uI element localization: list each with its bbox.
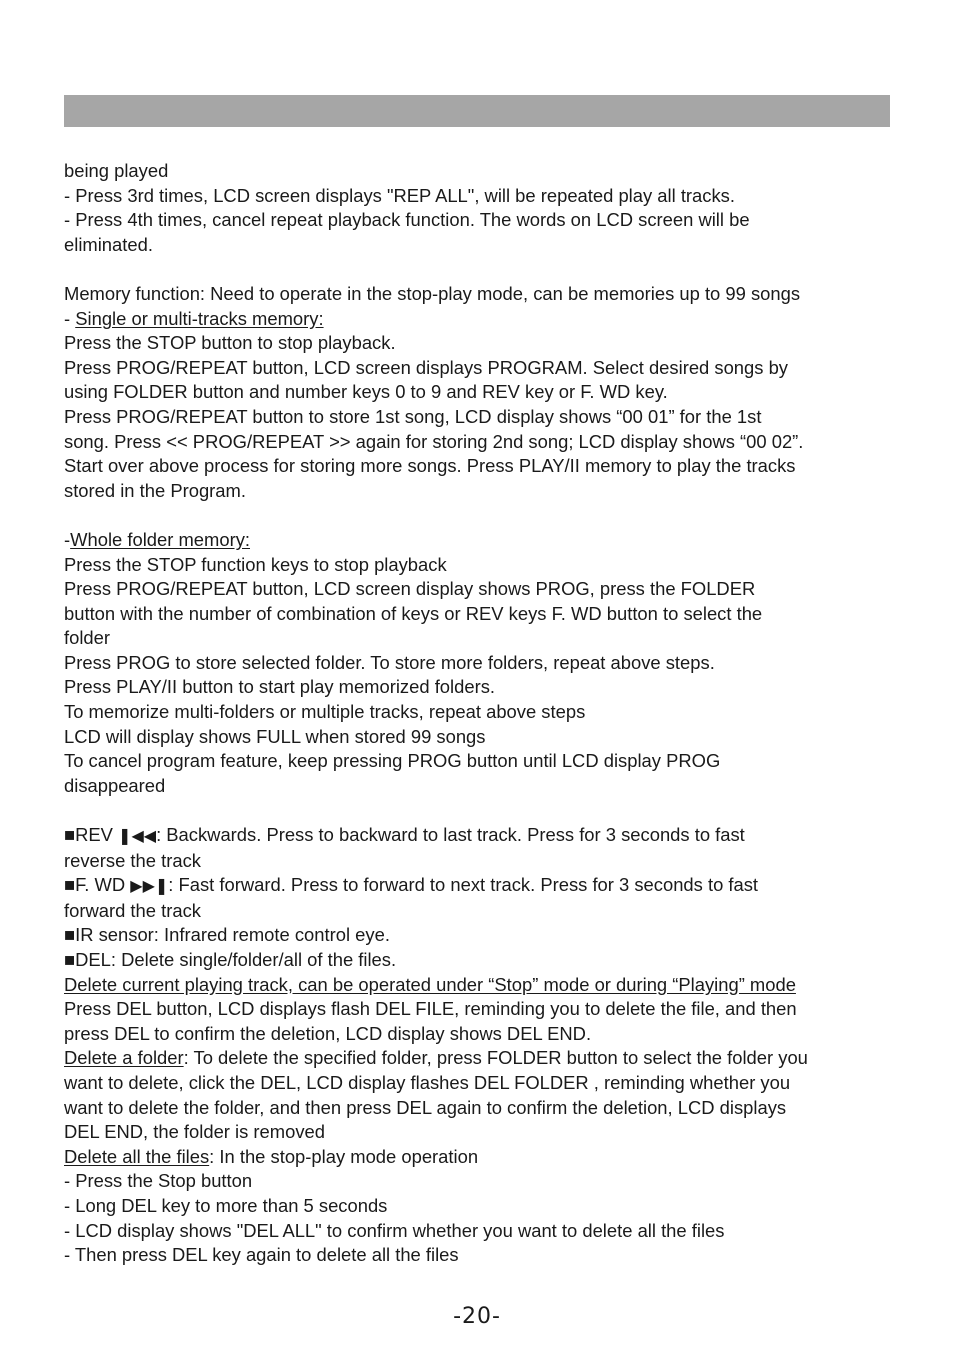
text-line <box>64 380 894 405</box>
underlined-heading: Single or multi-tracks memory: <box>75 307 324 329</box>
text-line <box>64 1219 894 1244</box>
text-line <box>64 331 894 356</box>
text-line <box>64 233 894 258</box>
line-text: press DEL to confirm the deletion, LCD display shows DEL END. <box>64 1022 592 1044</box>
line-text: ■DEL: Delete single/folder/all of the files. <box>64 949 397 970</box>
line-text: Press PROG to store selected folder. To store more folders, repeat above steps. <box>64 651 715 673</box>
text-line <box>64 1046 894 1071</box>
underlined-heading: Delete current playing track, can be operated under “Stop” mode or during “Playing” mode <box>64 973 796 995</box>
underlined-heading: Delete all the files <box>64 1145 210 1167</box>
line-text: To cancel program feature, keep pressing PROG button until LCD display PROG <box>64 750 721 772</box>
line-text: - Long DEL key to more than 5 seconds <box>64 1194 388 1216</box>
blank-line <box>64 503 894 528</box>
text-line <box>64 1169 894 1194</box>
line-text: Press DEL button, LCD displays flash DEL FILE, reminding you to delete the file, and then <box>64 998 797 1020</box>
line-text: reverse the track <box>64 849 201 871</box>
text-line <box>64 430 894 455</box>
line-text: folder <box>64 627 111 649</box>
text-line <box>64 873 894 899</box>
text-line <box>64 479 894 504</box>
line-text: - Press 3rd times, LCD screen displays "REP ALL", will be repeated play all tracks. <box>64 184 735 206</box>
line-text: song. Press << PROG/REPEAT >> again for storing 2nd song; LCD display shows “00 02”. <box>64 430 804 452</box>
line-text: eliminated. <box>64 233 153 255</box>
line-text: Press the STOP function keys to stop playback <box>64 553 447 575</box>
text-line <box>64 923 894 948</box>
blank-line <box>64 257 894 282</box>
line-text: disappeared <box>64 774 166 796</box>
text-line <box>64 973 894 998</box>
line-text: LCD will display shows FULL when stored 99 songs <box>64 725 486 747</box>
line-text: Start over above process for storing more songs. Press PLAY/II memory to play the tracks <box>64 455 796 477</box>
line-prefix: - <box>64 528 71 550</box>
text-line <box>64 356 894 381</box>
line-text: - Then press DEL key again to delete all the files <box>64 1244 459 1266</box>
line-text: button with the number of combination of keys or REV keys F. WD button to select the <box>64 602 763 624</box>
text-line <box>64 454 894 479</box>
text-line <box>64 948 894 973</box>
line-text: being played <box>64 160 169 181</box>
line-text: stored in the Program. <box>64 479 246 501</box>
text-line <box>64 553 894 578</box>
line-text: : In the stop-play mode operation <box>209 1145 479 1167</box>
text-line <box>64 675 894 700</box>
line-text: forward the track <box>64 899 201 921</box>
text-line <box>64 577 894 602</box>
line-prefix: - <box>64 307 76 329</box>
text-line <box>64 1096 894 1121</box>
line-text: DEL END, the folder is removed <box>64 1121 325 1143</box>
text-line <box>64 700 894 725</box>
line-text: Press PROG/REPEAT button, LCD screen display shows PROG, press the FOLDER <box>64 578 756 600</box>
underlined-heading: Delete a folder <box>64 1047 184 1069</box>
text-line <box>64 1194 894 1219</box>
line-text: want to delete, click the DEL, LCD display flashes DEL FOLDER , reminding whether you <box>64 1071 791 1093</box>
text-line <box>64 774 894 799</box>
text-line <box>64 1022 894 1047</box>
line-text: : To delete the specified folder, press FOLDER button to select the folder you <box>183 1047 808 1069</box>
text-line <box>64 651 894 676</box>
header-bar <box>64 95 890 127</box>
text-line <box>64 849 894 874</box>
line-prefix: ■REV <box>64 824 119 846</box>
text-line <box>64 725 894 750</box>
text-line <box>64 1145 894 1170</box>
text-line <box>64 208 894 233</box>
underlined-heading: Whole folder memory: <box>70 528 250 550</box>
text-line <box>64 1243 894 1268</box>
text-line <box>64 626 894 651</box>
manual-text-body <box>64 159 894 1268</box>
blank-line <box>64 798 894 823</box>
text-line <box>64 184 894 209</box>
line-text: : Fast forward. Press to forward to next track. Press for 3 seconds to fast <box>168 874 759 896</box>
text-line <box>64 405 894 430</box>
line-text: - LCD display shows "DEL ALL" to confirm whether you want to delete all the files <box>64 1219 725 1241</box>
button-symbol-icon: ▶▶❚ <box>130 876 169 896</box>
line-text: ■IR sensor: Infrared remote control eye. <box>64 924 390 946</box>
line-text: To memorize multi-folders or multiple tracks, repeat above steps <box>64 701 586 723</box>
text-line <box>64 1071 894 1096</box>
text-line <box>64 159 894 184</box>
line-text: : Backwards. Press to backward to last track. Press for 3 seconds to fast <box>156 824 745 846</box>
line-text: want to delete the folder, and then press DEL again to confirm the deletion, LCD displays <box>64 1096 787 1118</box>
line-text: using FOLDER button and number keys 0 to 9 and REV key or F. WD key. <box>64 381 668 403</box>
text-line <box>64 823 894 849</box>
line-text: Memory function: Need to operate in the stop-play mode, can be memories up to 99 songs <box>64 282 801 304</box>
text-line <box>64 282 894 307</box>
text-line <box>64 749 894 774</box>
text-line <box>64 1120 894 1145</box>
line-text: Press PROG/REPEAT button to store 1st song, LCD display shows “00 01” for the 1st <box>64 405 762 427</box>
line-text: Press PROG/REPEAT button, LCD screen displays PROGRAM. Select desired songs by <box>64 356 788 378</box>
line-text: - Press the Stop button <box>64 1170 253 1192</box>
line-text: Press PLAY/II button to start play memorized folders. <box>64 676 496 698</box>
text-line <box>64 899 894 924</box>
text-line <box>64 307 894 332</box>
line-prefix: ■F. WD <box>64 874 131 896</box>
button-symbol-icon: ❚◀◀ <box>118 826 157 846</box>
line-text: - Press 4th times, cancel repeat playback function. The words on LCD screen will be <box>64 209 750 231</box>
text-line <box>64 528 894 553</box>
line-text: Press the STOP button to stop playback. <box>64 332 396 354</box>
text-line <box>64 997 894 1022</box>
text-line <box>64 602 894 627</box>
page-number: -20- <box>453 1304 501 1329</box>
